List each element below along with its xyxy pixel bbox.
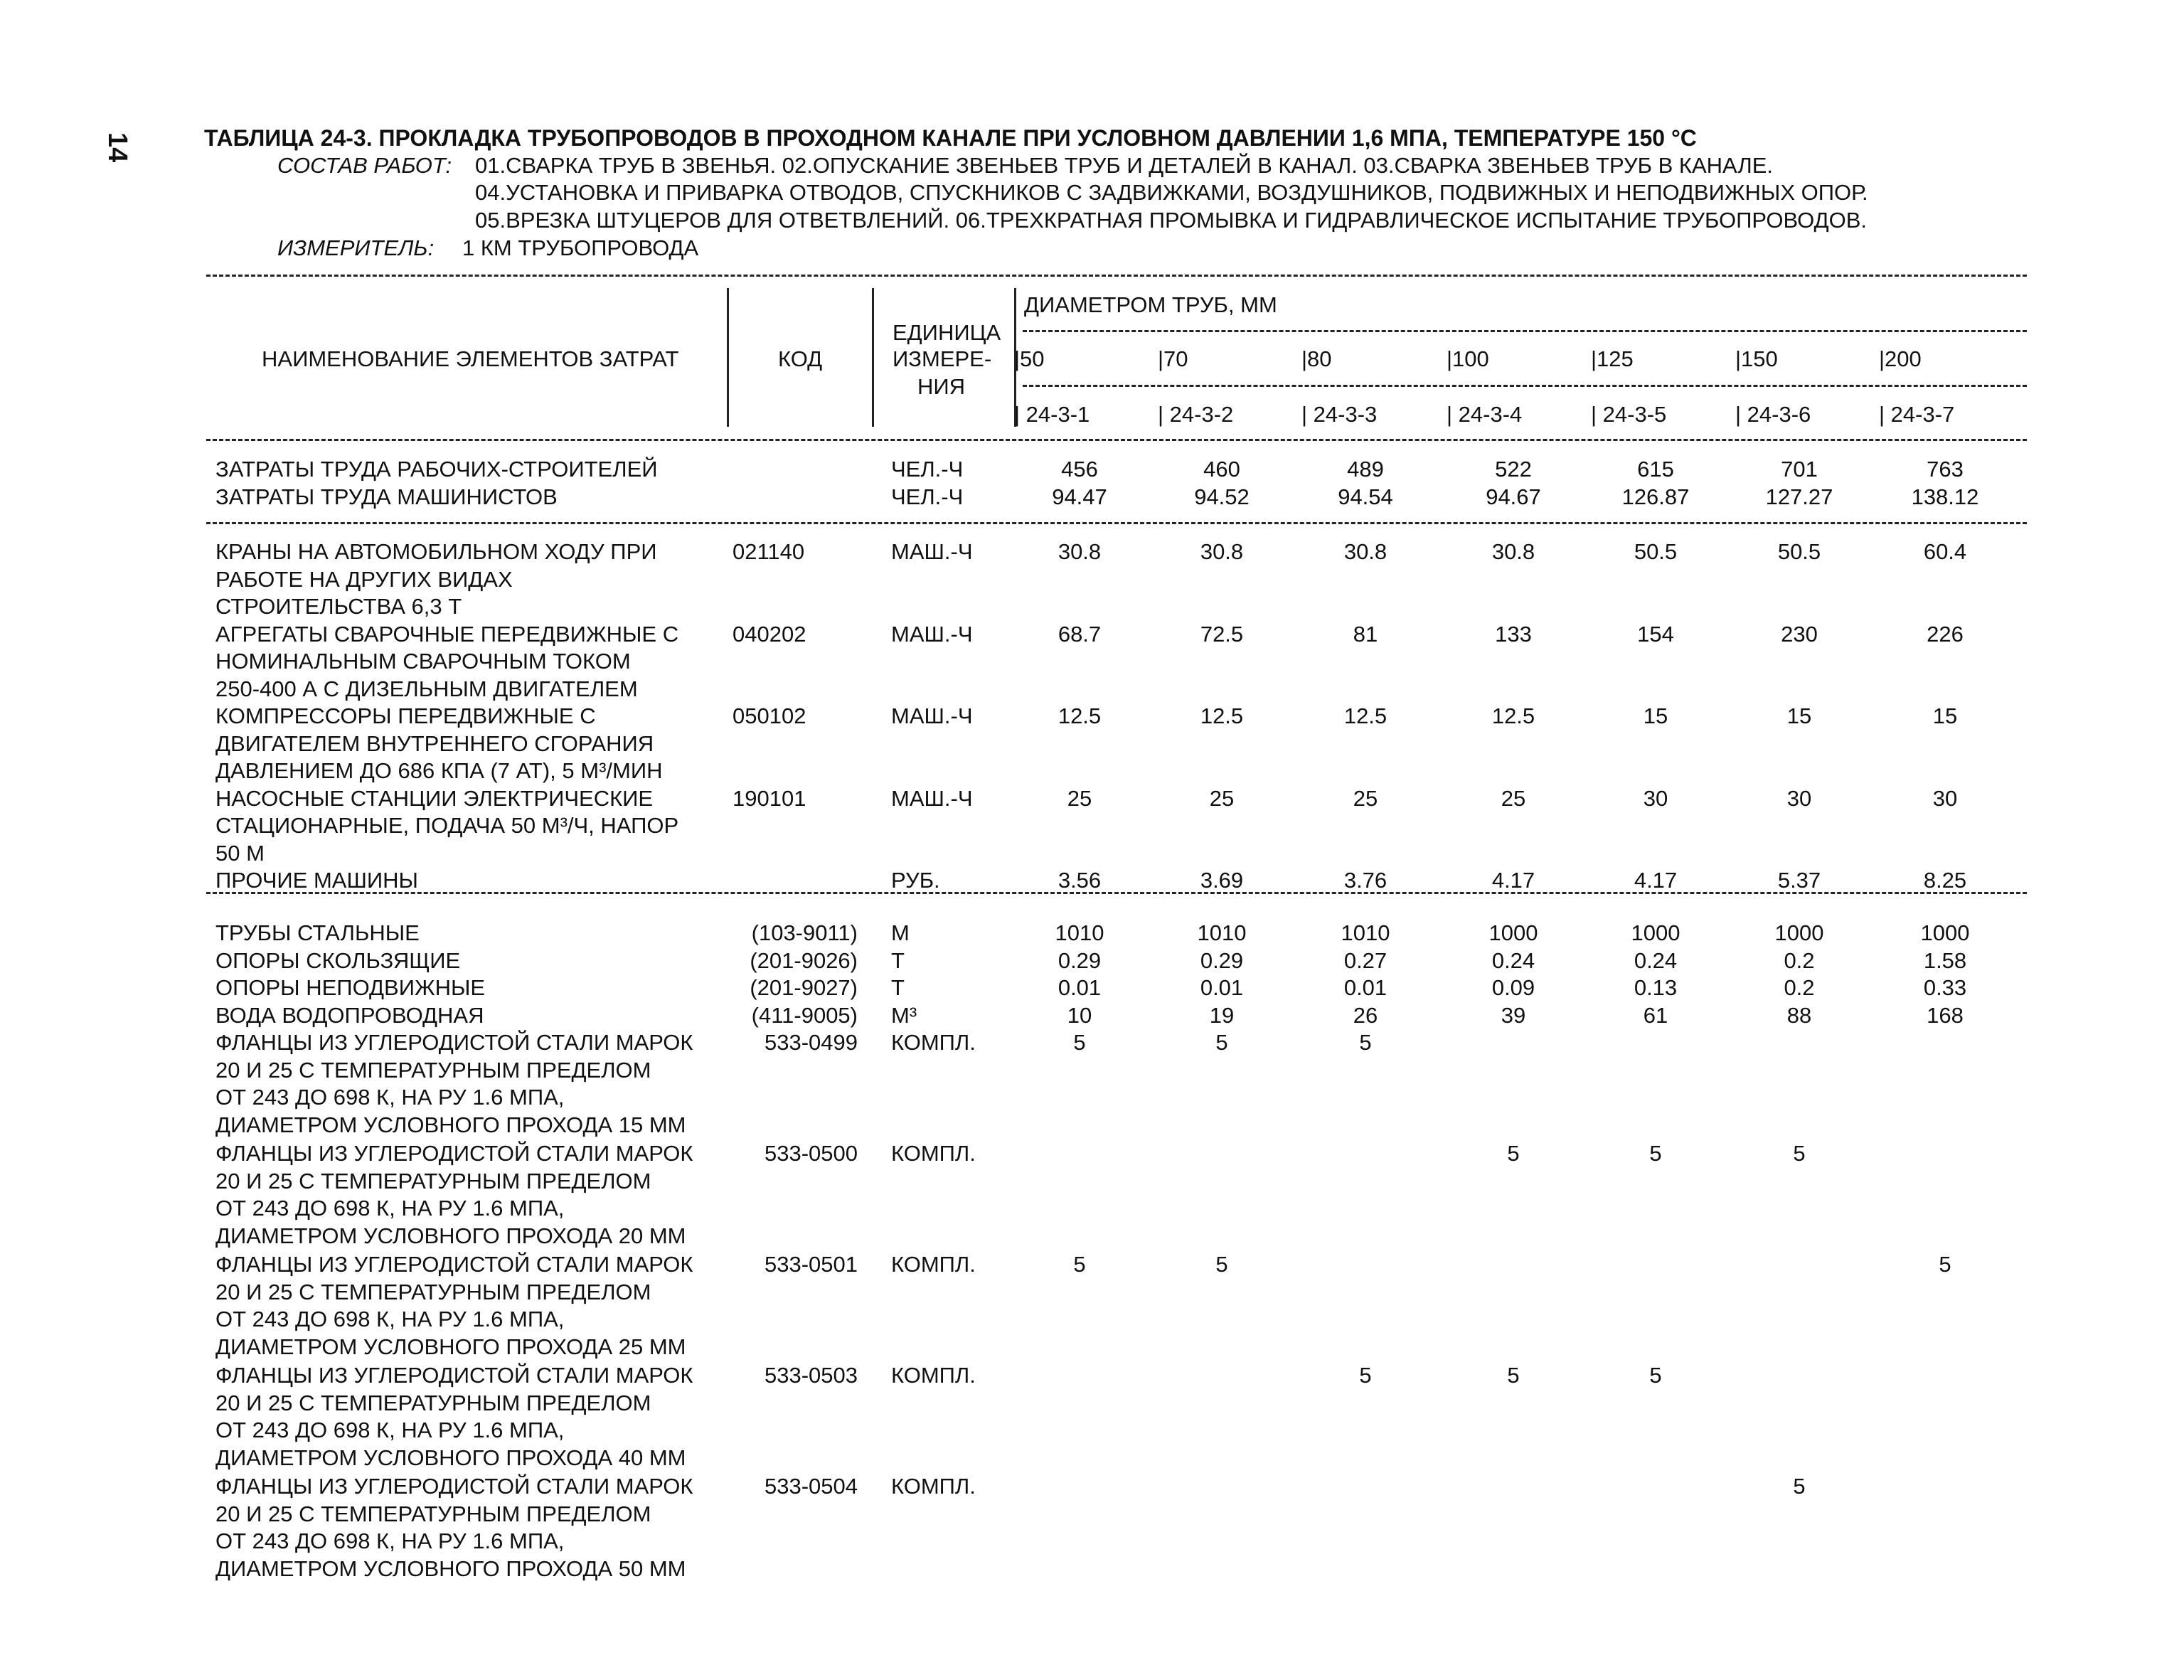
machine-value: 230 bbox=[1781, 621, 1818, 647]
machine-value: 3.56 bbox=[1058, 868, 1102, 893]
rule-top bbox=[206, 275, 2027, 277]
labor-row-unit: ЧЕЛ.-Ч bbox=[891, 484, 964, 509]
measure-value: 1 КМ ТРУБОПРОВОДА bbox=[462, 235, 699, 260]
machine-value: 81 bbox=[1353, 621, 1378, 647]
material-value: 1010 bbox=[1055, 920, 1104, 945]
material-unit: М³ bbox=[891, 1002, 917, 1028]
machine-value: 12.5 bbox=[1343, 703, 1387, 728]
material-value: 19 bbox=[1209, 1002, 1235, 1028]
table-title: ТАБЛИЦА 24-3. ПРОКЛАДКА ТРУБОПРОВОДОВ В ПРОХОДНОМ КАНАЛЕ ПРИ УСЛОВНОМ ДАВЛЕНИИ 1,6 МПА, ТЕМПЕРАТУРЕ 150 °С bbox=[204, 125, 1697, 151]
material-value: 0.01 bbox=[1058, 975, 1102, 1000]
material-value: 0.09 bbox=[1491, 975, 1535, 1000]
material-code: 533-0499 bbox=[764, 1030, 858, 1055]
material-value: 0.2 bbox=[1784, 975, 1815, 1000]
column-code-5: | 24-3-5 bbox=[1591, 402, 1667, 427]
diameter-70: |70 bbox=[1158, 346, 1188, 371]
machine-value: 3.69 bbox=[1200, 868, 1244, 893]
material-name-line: ДИАМЕТРОМ УСЛОВНОГО ПРОХОДА 15 ММ bbox=[215, 1112, 686, 1137]
machine-name-line: ДАВЛЕНИЕМ ДО 686 КПА (7 АТ), 5 М³/МИН bbox=[215, 758, 663, 783]
diameter-100: |100 bbox=[1447, 346, 1489, 371]
material-name-line: ФЛАНЦЫ ИЗ УГЛЕРОДИСТОЙ СТАЛИ МАРОК bbox=[215, 1474, 693, 1499]
machine-value: 8.25 bbox=[1923, 868, 1967, 893]
material-unit: КОМПЛ. bbox=[891, 1252, 976, 1277]
header-diam-group: ДИАМЕТРОМ ТРУБ, ММ bbox=[1024, 292, 1277, 317]
material-code: 533-0504 bbox=[764, 1474, 858, 1499]
material-name-line: ДИАМЕТРОМ УСЛОВНОГО ПРОХОДА 40 ММ bbox=[215, 1445, 686, 1470]
machine-value: 25 bbox=[1209, 785, 1235, 811]
machine-value: 12.5 bbox=[1491, 703, 1535, 728]
machine-code: 021140 bbox=[733, 539, 805, 564]
material-value: 0.33 bbox=[1923, 975, 1967, 1000]
material-value: 5 bbox=[1507, 1141, 1520, 1166]
machine-value: 15 bbox=[1932, 703, 1958, 728]
labor-value: 94.47 bbox=[1052, 484, 1107, 509]
machine-value: 50.5 bbox=[1634, 539, 1678, 564]
machine-value: 226 bbox=[1927, 621, 1964, 647]
material-code: 533-0501 bbox=[764, 1252, 858, 1277]
diameter-125: |125 bbox=[1591, 346, 1634, 371]
material-name-line: 20 И 25 С ТЕМПЕРАТУРНЫМ ПРЕДЕЛОМ bbox=[215, 1501, 651, 1526]
material-name-line: ВОДА ВОДОПРОВОДНАЯ bbox=[215, 1002, 484, 1028]
material-value: 5 bbox=[1215, 1252, 1228, 1277]
machine-value: 3.76 bbox=[1343, 868, 1387, 893]
material-name-line: ФЛАНЦЫ ИЗ УГЛЕРОДИСТОЙ СТАЛИ МАРОК bbox=[215, 1030, 693, 1055]
machine-name-line: 50 М bbox=[215, 840, 265, 866]
material-name-line: ОТ 243 ДО 698 К, НА РУ 1.6 МПА, bbox=[215, 1307, 565, 1331]
machine-value: 50.5 bbox=[1777, 539, 1821, 564]
header-unit-2: ИЗМЕРЕ- bbox=[893, 346, 992, 371]
machine-value: 30.8 bbox=[1058, 539, 1102, 564]
labor-value: 94.52 bbox=[1194, 484, 1250, 509]
material-value: 1000 bbox=[1920, 920, 1970, 945]
labor-row-name: ЗАТРАТЫ ТРУДА РАБОЧИХ-СТРОИТЕЛЕЙ bbox=[215, 457, 658, 482]
material-name-line: ОТ 243 ДО 698 К, НА РУ 1.6 МПА, bbox=[215, 1085, 565, 1110]
material-name-line: ДИАМЕТРОМ УСЛОВНОГО ПРОХОДА 25 ММ bbox=[215, 1334, 686, 1359]
header-code: КОД bbox=[778, 346, 823, 371]
header-unit-3: НИЯ bbox=[917, 374, 966, 399]
machine-name-line: ПРОЧИЕ МАШИНЫ bbox=[215, 868, 418, 893]
material-name-line: ОТ 243 ДО 698 К, НА РУ 1.6 МПА, bbox=[215, 1529, 565, 1553]
column-code-2: | 24-3-2 bbox=[1158, 402, 1234, 427]
material-value: 5 bbox=[1359, 1030, 1372, 1055]
labor-value: 615 bbox=[1637, 457, 1674, 482]
material-name-line: ФЛАНЦЫ ИЗ УГЛЕРОДИСТОЙ СТАЛИ МАРОК bbox=[215, 1252, 693, 1277]
material-code: (201-9027) bbox=[750, 975, 858, 1000]
machine-unit: МАШ.-Ч bbox=[891, 539, 973, 564]
machine-value: 15 bbox=[1786, 703, 1812, 728]
column-code-6: | 24-3-6 bbox=[1735, 402, 1811, 427]
material-name-line: 20 И 25 С ТЕМПЕРАТУРНЫМ ПРЕДЕЛОМ bbox=[215, 1057, 651, 1083]
machine-name-line: КРАНЫ НА АВТОМОБИЛЬНОМ ХОДУ ПРИ bbox=[215, 539, 657, 564]
composition-line-3: 05.ВРЕЗКА ШТУЦЕРОВ ДЛЯ ОТВЕТВЛЕНИЙ. 06.ТРЕХКРАТНАЯ ПРОМЫВКА И ГИДРАВЛИЧЕСКОЕ ИСПЫТАНИЕ ТРУБОПРОВОДОВ. bbox=[475, 208, 1867, 233]
material-unit: КОМПЛ. bbox=[891, 1363, 976, 1388]
material-value: 0.2 bbox=[1784, 947, 1815, 973]
material-value: 5 bbox=[1507, 1363, 1520, 1388]
labor-value: 456 bbox=[1061, 457, 1098, 482]
labor-value: 94.54 bbox=[1338, 484, 1393, 509]
machine-value: 30 bbox=[1643, 785, 1668, 811]
machine-name-line: СТАЦИОНАРНЫЕ, ПОДАЧА 50 М³/Ч, НАПОР bbox=[215, 813, 679, 838]
vr-code bbox=[872, 288, 874, 427]
machine-value: 15 bbox=[1643, 703, 1668, 728]
material-value: 5 bbox=[1359, 1363, 1372, 1388]
material-value: 5 bbox=[1215, 1030, 1228, 1055]
material-name-line: ДИАМЕТРОМ УСЛОВНОГО ПРОХОДА 50 ММ bbox=[215, 1556, 686, 1581]
machine-name-line: НОМИНАЛЬНЫМ СВАРОЧНЫМ ТОКОМ bbox=[215, 649, 631, 674]
material-code: (103-9011) bbox=[751, 920, 858, 945]
material-unit: М bbox=[891, 920, 910, 945]
header-name: НАИМЕНОВАНИЕ ЭЛЕМЕНТОВ ЗАТРАТ bbox=[262, 346, 679, 371]
material-name-line: ФЛАНЦЫ ИЗ УГЛЕРОДИСТОЙ СТАЛИ МАРОК bbox=[215, 1363, 693, 1388]
rule-labor-bottom bbox=[206, 522, 2027, 524]
machine-name-line: РАБОТЕ НА ДРУГИХ ВИДАХ bbox=[215, 566, 513, 592]
material-name-line: ТРУБЫ СТАЛЬНЫЕ bbox=[215, 920, 420, 945]
machine-code: 190101 bbox=[733, 785, 806, 811]
machine-code: 050102 bbox=[733, 703, 806, 728]
material-value: 5 bbox=[1073, 1252, 1086, 1277]
machine-name-line: АГРЕГАТЫ СВАРОЧНЫЕ ПЕРЕДВИЖНЫЕ С bbox=[215, 621, 679, 647]
machine-value: 25 bbox=[1067, 785, 1092, 811]
rule-header-bottom bbox=[206, 439, 2027, 441]
material-value: 0.24 bbox=[1491, 947, 1535, 973]
diameter-200: |200 bbox=[1879, 346, 1922, 371]
machine-value: 5.37 bbox=[1777, 868, 1821, 893]
labor-row-name: ЗАТРАТЫ ТРУДА МАШИНИСТОВ bbox=[215, 484, 558, 509]
machine-value: 30 bbox=[1932, 785, 1958, 811]
machine-value: 133 bbox=[1495, 621, 1532, 647]
material-value: 0.01 bbox=[1343, 975, 1387, 1000]
material-value: 61 bbox=[1643, 1002, 1668, 1028]
material-unit: Т bbox=[891, 975, 905, 1000]
labor-value: 763 bbox=[1927, 457, 1964, 482]
machine-name-line: 250-400 А С ДИЗЕЛЬНЫМ ДВИГАТЕЛЕМ bbox=[215, 676, 638, 701]
machine-unit: МАШ.-Ч bbox=[891, 621, 973, 647]
machine-unit: МАШ.-Ч bbox=[891, 703, 973, 728]
material-code: 533-0503 bbox=[764, 1363, 858, 1388]
machine-value: 4.17 bbox=[1491, 868, 1535, 893]
material-value: 5 bbox=[1793, 1474, 1806, 1499]
machine-name-line: СТРОИТЕЛЬСТВА 6,3 Т bbox=[215, 594, 462, 619]
machine-value: 154 bbox=[1637, 621, 1674, 647]
material-code: (411-9005) bbox=[751, 1002, 858, 1028]
labor-value: 138.12 bbox=[1911, 484, 1979, 509]
material-name-line: 20 И 25 С ТЕМПЕРАТУРНЫМ ПРЕДЕЛОМ bbox=[215, 1279, 651, 1304]
machine-name-line: ДВИГАТЕЛЕМ ВНУТРЕННЕГО СГОРАНИЯ bbox=[215, 730, 654, 756]
material-value: 5 bbox=[1793, 1141, 1806, 1166]
labor-value: 522 bbox=[1495, 457, 1532, 482]
machine-code: 040202 bbox=[733, 621, 806, 647]
labor-value: 460 bbox=[1203, 457, 1240, 482]
material-name-line: ОПОРЫ НЕПОДВИЖНЫЕ bbox=[215, 975, 486, 1000]
material-value: 1010 bbox=[1197, 920, 1247, 945]
material-value: 1.58 bbox=[1923, 947, 1967, 973]
material-value: 88 bbox=[1786, 1002, 1812, 1028]
material-name-line: ОТ 243 ДО 698 К, НА РУ 1.6 МПА, bbox=[215, 1196, 565, 1221]
material-value: 1000 bbox=[1488, 920, 1538, 945]
labor-value: 126.87 bbox=[1621, 484, 1690, 509]
material-name-line: ДИАМЕТРОМ УСЛОВНОГО ПРОХОДА 20 ММ bbox=[215, 1223, 686, 1248]
machine-value: 12.5 bbox=[1200, 703, 1244, 728]
material-code: (201-9026) bbox=[750, 947, 858, 973]
machine-value: 25 bbox=[1501, 785, 1526, 811]
material-name-line: 20 И 25 С ТЕМПЕРАТУРНЫМ ПРЕДЕЛОМ bbox=[215, 1168, 651, 1193]
machine-value: 30 bbox=[1786, 785, 1812, 811]
labor-value: 94.67 bbox=[1486, 484, 1541, 509]
material-value: 168 bbox=[1927, 1002, 1964, 1028]
material-name-line: ОПОРЫ СКОЛЬЗЯЩИЕ bbox=[215, 947, 461, 973]
material-unit: Т bbox=[891, 947, 905, 973]
material-value: 5 bbox=[1939, 1252, 1951, 1277]
rule-diam-group bbox=[1023, 330, 2027, 332]
material-name-line: ОТ 243 ДО 698 К, НА РУ 1.6 МПА, bbox=[215, 1418, 565, 1442]
header-unit-1: ЕДИНИЦА bbox=[893, 320, 1001, 345]
machine-value: 72.5 bbox=[1200, 621, 1244, 647]
measure-label: ИЗМЕРИТЕЛЬ: bbox=[277, 235, 435, 260]
machine-value: 12.5 bbox=[1058, 703, 1102, 728]
material-unit: КОМПЛ. bbox=[891, 1474, 976, 1499]
material-value: 5 bbox=[1073, 1030, 1086, 1055]
column-code-3: | 24-3-3 bbox=[1301, 402, 1378, 427]
material-name-line: ФЛАНЦЫ ИЗ УГЛЕРОДИСТОЙ СТАЛИ МАРОК bbox=[215, 1141, 693, 1166]
material-value: 10 bbox=[1067, 1002, 1092, 1028]
composition-label: СОСТАВ РАБОТ: bbox=[277, 153, 452, 178]
material-value: 0.24 bbox=[1634, 947, 1678, 973]
material-value: 1000 bbox=[1774, 920, 1824, 945]
machine-unit: РУБ. bbox=[891, 868, 940, 893]
machine-name-line: НАСОСНЫЕ СТАНЦИИ ЭЛЕКТРИЧЕСКИЕ bbox=[215, 785, 654, 811]
labor-value: 489 bbox=[1347, 457, 1384, 482]
material-value: 1000 bbox=[1631, 920, 1680, 945]
machine-value: 25 bbox=[1353, 785, 1378, 811]
machine-value: 30.8 bbox=[1491, 539, 1535, 564]
diameter-50: |50 bbox=[1014, 346, 1045, 371]
material-value: 5 bbox=[1649, 1363, 1662, 1388]
machine-value: 4.17 bbox=[1634, 868, 1678, 893]
material-value: 26 bbox=[1353, 1002, 1378, 1028]
column-code-1: | 24-3-1 bbox=[1014, 402, 1090, 427]
material-name-line: 20 И 25 С ТЕМПЕРАТУРНЫМ ПРЕДЕЛОМ bbox=[215, 1390, 651, 1415]
vr-name bbox=[727, 288, 729, 427]
material-value: 0.29 bbox=[1200, 947, 1244, 973]
diameter-80: |80 bbox=[1301, 346, 1332, 371]
machine-value: 30.8 bbox=[1200, 539, 1244, 564]
material-unit: КОМПЛ. bbox=[891, 1141, 976, 1166]
material-value: 0.27 bbox=[1343, 947, 1387, 973]
material-value: 0.29 bbox=[1058, 947, 1102, 973]
material-value: 1010 bbox=[1341, 920, 1390, 945]
composition-line-1: 01.СВАРКА ТРУБ В ЗВЕНЬЯ. 02.ОПУСКАНИЕ ЗВЕНЬЕВ ТРУБ И ДЕТАЛЕЙ В КАНАЛ. 03.СВАРКА ЗВЕНЬЕВ ТРУБ В КАНАЛЕ. bbox=[475, 153, 1774, 178]
column-code-7: | 24-3-7 bbox=[1879, 402, 1955, 427]
machine-unit: МАШ.-Ч bbox=[891, 785, 973, 811]
column-code-4: | 24-3-4 bbox=[1447, 402, 1523, 427]
material-code: 533-0500 bbox=[764, 1141, 858, 1166]
labor-value: 127.27 bbox=[1765, 484, 1833, 509]
machine-value: 30.8 bbox=[1343, 539, 1387, 564]
composition-line-2: 04.УСТАНОВКА И ПРИВАРКА ОТВОДОВ, СПУСКНИКОВ С ЗАДВИЖКАМИ, ВОЗДУШНИКОВ, ПОДВИЖНЫХ И НЕПОДВИЖНЫХ ОПОР. bbox=[475, 180, 1868, 205]
diameter-150: |150 bbox=[1735, 346, 1778, 371]
machine-value: 68.7 bbox=[1058, 621, 1102, 647]
page-number: 14 bbox=[102, 132, 132, 163]
machine-value: 60.4 bbox=[1923, 539, 1967, 564]
labor-value: 701 bbox=[1781, 457, 1818, 482]
labor-row-unit: ЧЕЛ.-Ч bbox=[891, 457, 964, 482]
material-unit: КОМПЛ. bbox=[891, 1030, 976, 1055]
rule-diam-values bbox=[1023, 385, 2027, 387]
material-value: 0.13 bbox=[1634, 975, 1678, 1000]
machine-name-line: КОМПРЕССОРЫ ПЕРЕДВИЖНЫЕ С bbox=[215, 703, 596, 728]
material-value: 5 bbox=[1649, 1141, 1662, 1166]
material-value: 39 bbox=[1501, 1002, 1526, 1028]
material-value: 0.01 bbox=[1200, 975, 1244, 1000]
